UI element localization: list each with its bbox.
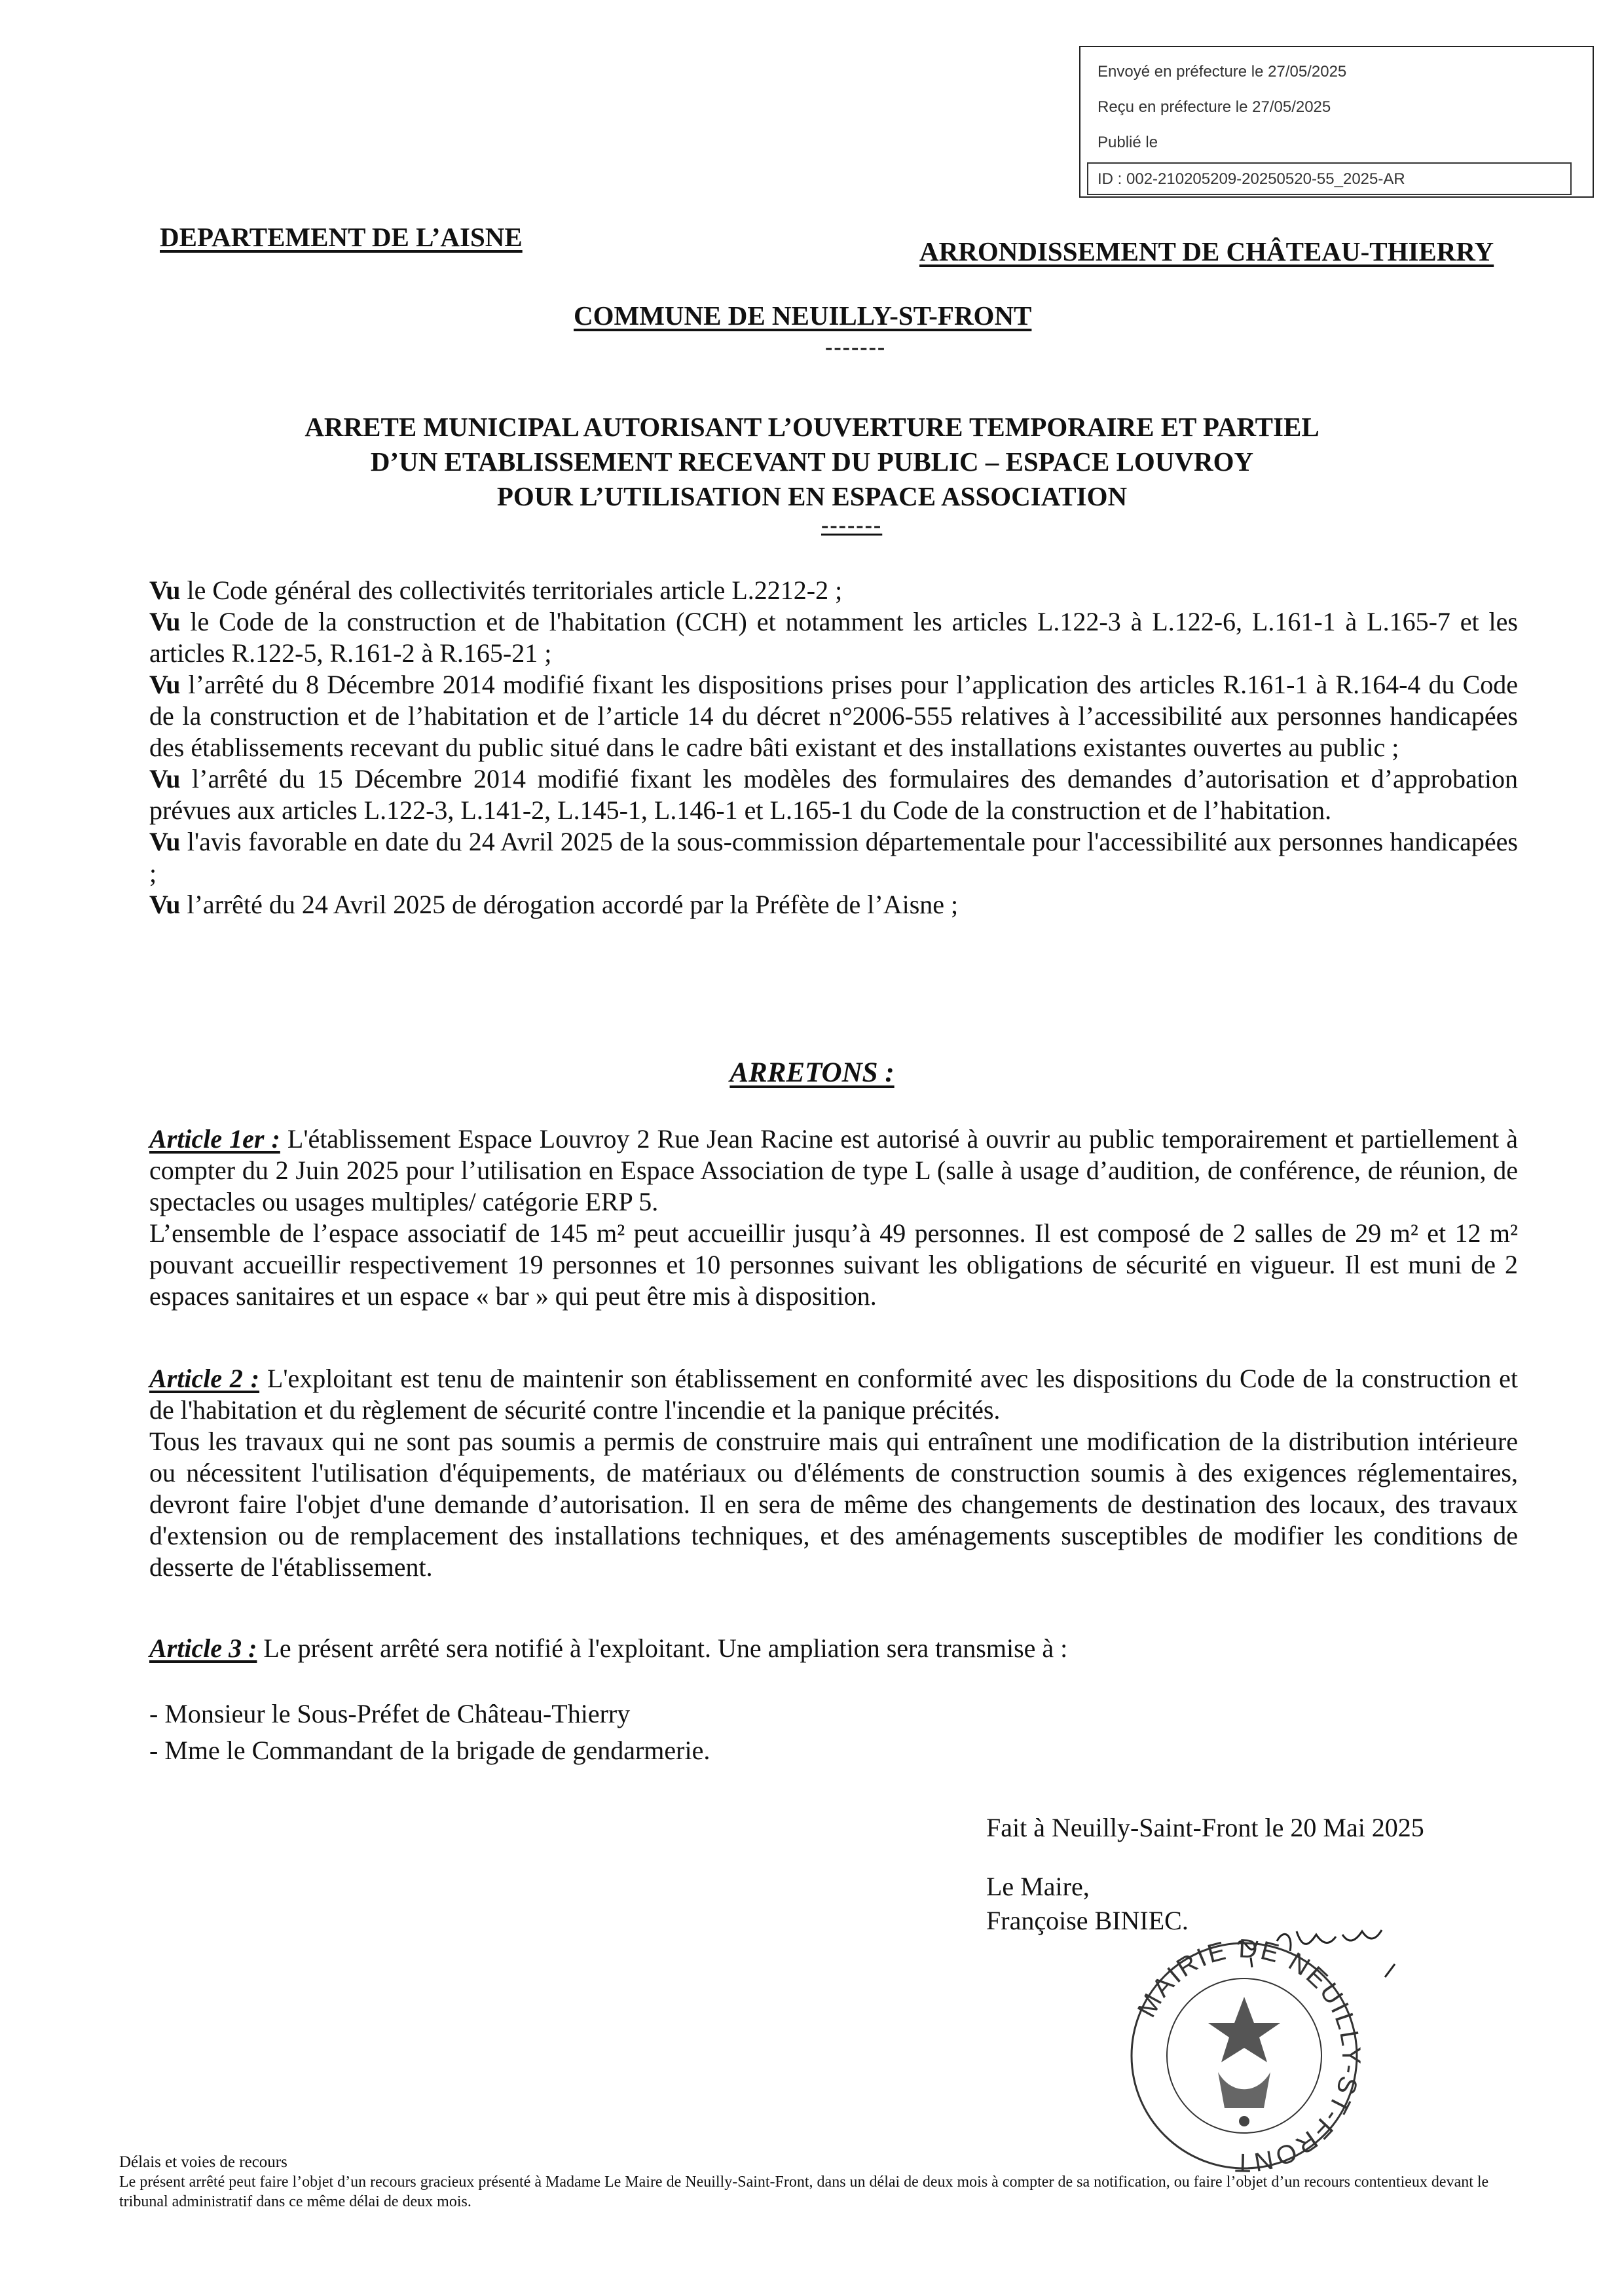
article-3 — [149, 1633, 1518, 1664]
consideration-5: Vu l'avis favorable en date du 24 Avril 2025 de la sous-commission départementale pour l'accessibilité aux personnes handicapées ; — [149, 827, 1518, 888]
title-line-3: POUR L’UTILISATION EN ESPACE ASSOCIATION — [496, 481, 1128, 511]
title-separator: ------- — [821, 513, 883, 538]
arrondissement-header: ARRONDISSEMENT DE CHÂTEAU-THIERRY — [919, 236, 1494, 266]
recipient-item: - Monsieur le Sous-Préfet de Château-Thierry — [149, 1699, 631, 1728]
article-1 — [149, 1123, 1518, 1312]
commune-header: COMMUNE DE NEUILLY-ST-FRONT — [574, 301, 1032, 331]
consideration-2: Vu le Code de la construction et de l'habitation (CCH) et notamment les articles L.122-3 à L.122-6, L.161-1 à L.165-7 et les articles R.122-5, R.161-2 à R.165-21 ; — [149, 607, 1518, 668]
prefecture-stamp-box — [1079, 46, 1594, 198]
stamp-sent-line: Envoyé en préfecture le 27/05/2025 — [1098, 63, 1347, 81]
recipients-list — [149, 1698, 1518, 1766]
mayor-title: Le Maire, — [986, 1872, 1090, 1901]
consideration-3: Vu l’arrêté du 8 Décembre 2014 modifié fixant les dispositions prises pour l’application des articles R.161-1 à R.164-4 du Code de la construction et de l’habitation et de l’article 14 du décret n°2006-555 relatives à l’accessibilité aux personnes handicapées des établissements recevant du public situé dans le cadre bâti existant et des installations existantes ouvertes au public ; — [149, 670, 1518, 762]
municipal-seal — [1120, 1931, 1369, 2180]
appeal-text: Le présent arrêté peut faire l’objet d’un recours gracieux présenté à Madame Le Maire de Neuilly-Saint-Front, dans un délai de deux mois à compter de sa notification, ou faire l’objet d’un recours contentieux devant le tribunal administratif dans ce même délai de deux mois. — [119, 2174, 1489, 2210]
article-2-label: Article 2 : — [149, 1364, 260, 1393]
mayor-name: Françoise BINIEC. — [986, 1906, 1189, 1935]
article-3-text: Le présent arrêté sera notifié à l'exploitant. Une ampliation sera transmise à : — [257, 1633, 1068, 1663]
consideration-6: Vu l’arrêté du 24 Avril 2025 de dérogation accordé par la Préfète de l’Aisne ; — [149, 890, 959, 919]
stamp-published-line: Publié le — [1098, 134, 1158, 151]
appeal-title: Délais et voies de recours — [119, 2153, 287, 2171]
article-1-label: Article 1er : — [149, 1124, 280, 1154]
considerations-block — [149, 575, 1518, 920]
article-2-text: L'exploitant est tenu de maintenir son établissement en conformité avec les dispositions du Code de la construction et de l'habitation et du règlement de sécurité contre l'incendie et la panique précités. — [149, 1364, 1518, 1425]
stamp-id-line: ID : 002-210205209-20250520-55_2025-AR — [1087, 162, 1572, 195]
article-1-text: L'établissement Espace Louvroy 2 Rue Jean Racine est autorisé à ouvrir au public temporairement et partiellement à compter du 2 Juin 2025 pour l’utilisation en Espace Association de type L (salle à usage d’audition, de conférence, de réunion, de spectacles ou usages multiples/ catégorie ERP 5. — [149, 1124, 1518, 1216]
recipient-item: - Mme le Commandant de la brigade de gendarmerie. — [149, 1736, 710, 1765]
svg-text:MAIRIE DE NEUILLY-ST-FRONT: MAIRIE DE NEUILLY-ST-FRONT — [1132, 1934, 1366, 2178]
article-3-label: Article 3 : — [149, 1633, 257, 1663]
header-separator: ------- — [825, 335, 887, 359]
consideration-4: Vu l’arrêté du 15 Décembre 2014 modifié fixant les modèles des formulaires des demandes d’autorisation et d’approbation prévues aux articles L.122-3, L.141-2, L.145-1, L.146-1 et L.165-1 du Code de la construction et de l’habitation. — [149, 764, 1518, 825]
place-date: Fait à Neuilly-Saint-Front le 20 Mai 2025 — [986, 1813, 1424, 1842]
title-line-2: D’UN ETABLISSEMENT RECEVANT DU PUBLIC – ESPACE LOUVROY — [370, 446, 1254, 477]
title-line-1: ARRETE MUNICIPAL AUTORISANT L’OUVERTURE TEMPORAIRE ET PARTIEL — [304, 412, 1320, 442]
article-2-works: Tous les travaux qui ne sont pas soumis a permis de construire mais qui entraînent une modification de la distribution intérieure ou nécessitent l'utilisation d'équipements, de matériaux ou d'éléments de construction soumis à des exigences réglementaires, devront faire l'objet d'une demande d’autorisation. Il en sera de même des changements de destination des locaux, des travaux d'extension ou de remplacement des installations techniques, et des aménagements susceptibles de modifier les conditions de desserte de l'établissement. — [149, 1427, 1518, 1582]
article-1-capacity: L’ensemble de l’espace associatif de 145 m² peut accueillir jusqu’à 49 personnes. Il est composé de 2 salles de 29 m² et 12 m² pouvant accueillir respectivement 19 personnes et 10 personnes suivant les obligations de sécurité en vigueur. Il est muni de 2 espaces sanitaires et un espace « bar » qui peut être mis à disposition. — [149, 1218, 1518, 1311]
stamp-received-line: Reçu en préfecture le 27/05/2025 — [1098, 98, 1331, 116]
arretons-heading: ARRETONS : — [729, 1057, 895, 1088]
department-header: DEPARTEMENT DE L’AISNE — [160, 222, 523, 252]
appeal-footer — [119, 2153, 1507, 2212]
article-2 — [149, 1363, 1518, 1583]
consideration-1: Vu le Code général des collectivités territoriales article L.2212-2 ; — [149, 575, 843, 605]
